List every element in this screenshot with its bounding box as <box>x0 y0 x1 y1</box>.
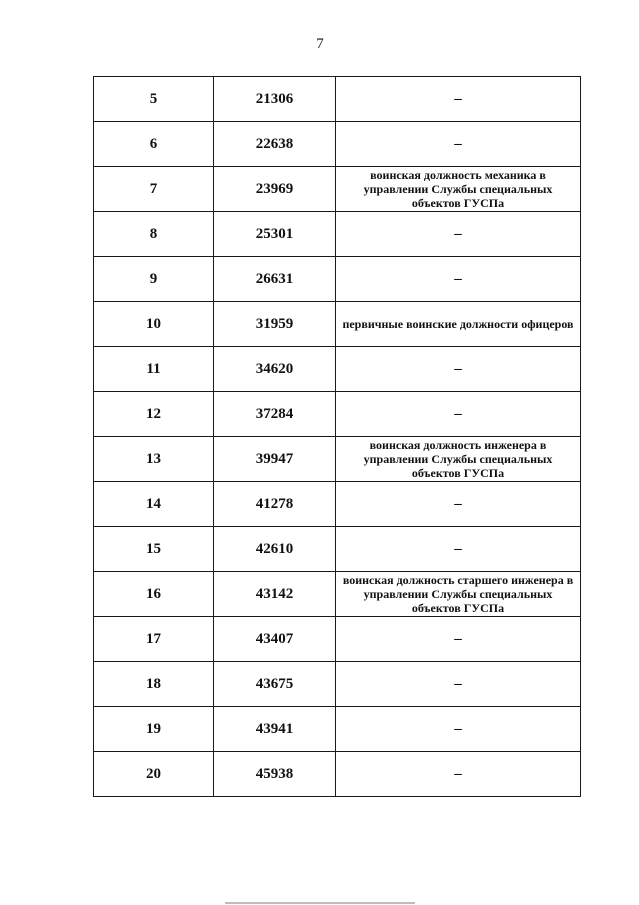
row-code: 42610 <box>214 527 336 572</box>
row-description-cell <box>336 302 581 347</box>
row-number: 19 <box>94 707 214 752</box>
page-number: 7 <box>316 36 324 52</box>
table-row <box>94 212 581 257</box>
row-code: 23969 <box>214 167 336 212</box>
salary-table <box>93 76 581 797</box>
table-row <box>94 662 581 707</box>
row-description-cell <box>336 212 581 257</box>
row-description-cell <box>336 437 581 482</box>
row-number: 14 <box>94 482 214 527</box>
row-number: 10 <box>94 302 214 347</box>
table-body <box>94 77 581 797</box>
row-code: 43675 <box>214 662 336 707</box>
row-number: 20 <box>94 752 214 797</box>
row-number: 5 <box>94 77 214 122</box>
table-row <box>94 617 581 662</box>
table-row <box>94 347 581 392</box>
row-number: 9 <box>94 257 214 302</box>
row-description-cell <box>336 752 581 797</box>
bottom-scan-mark <box>225 902 415 904</box>
row-number: 6 <box>94 122 214 167</box>
dash-placeholder: – <box>454 720 462 737</box>
row-code: 21306 <box>214 77 336 122</box>
table-row <box>94 482 581 527</box>
row-code: 31959 <box>214 302 336 347</box>
row-description: воинская должность механика в управлении Службы специальных объектов ГУСПа <box>363 168 553 210</box>
row-description-cell <box>336 527 581 572</box>
row-description-cell <box>336 167 581 212</box>
table-row <box>94 572 581 617</box>
table-row <box>94 257 581 302</box>
row-description-cell <box>336 77 581 122</box>
row-number: 13 <box>94 437 214 482</box>
dash-placeholder: – <box>454 630 462 647</box>
row-code: 43407 <box>214 617 336 662</box>
row-number: 11 <box>94 347 214 392</box>
row-code: 43941 <box>214 707 336 752</box>
row-description-cell <box>336 572 581 617</box>
row-description-cell <box>336 662 581 707</box>
dash-placeholder: – <box>454 90 462 107</box>
row-number: 8 <box>94 212 214 257</box>
row-description: первичные воинские должности офицеров <box>342 317 574 331</box>
row-code: 45938 <box>214 752 336 797</box>
row-description-cell <box>336 392 581 437</box>
row-code: 34620 <box>214 347 336 392</box>
row-description-cell <box>336 482 581 527</box>
row-code: 39947 <box>214 437 336 482</box>
row-code: 22638 <box>214 122 336 167</box>
dash-placeholder: – <box>454 225 462 242</box>
table-row <box>94 752 581 797</box>
row-code: 43142 <box>214 572 336 617</box>
dash-placeholder: – <box>454 540 462 557</box>
dash-placeholder: – <box>454 765 462 782</box>
dash-placeholder: – <box>454 270 462 287</box>
row-description-cell <box>336 257 581 302</box>
row-description-cell <box>336 122 581 167</box>
row-code: 37284 <box>214 392 336 437</box>
table-row <box>94 302 581 347</box>
row-number: 16 <box>94 572 214 617</box>
dash-placeholder: – <box>454 405 462 422</box>
table-row <box>94 527 581 572</box>
row-number: 18 <box>94 662 214 707</box>
row-number: 12 <box>94 392 214 437</box>
row-description-cell <box>336 347 581 392</box>
row-code: 25301 <box>214 212 336 257</box>
row-number: 17 <box>94 617 214 662</box>
row-number: 15 <box>94 527 214 572</box>
dash-placeholder: – <box>454 135 462 152</box>
row-description-cell <box>336 707 581 752</box>
table-row <box>94 122 581 167</box>
table-row <box>94 707 581 752</box>
table-row <box>94 167 581 212</box>
dash-placeholder: – <box>454 495 462 512</box>
table-row <box>94 77 581 122</box>
row-code: 26631 <box>214 257 336 302</box>
table-row <box>94 392 581 437</box>
table-row <box>94 437 581 482</box>
dash-placeholder: – <box>454 675 462 692</box>
row-code: 41278 <box>214 482 336 527</box>
row-description: воинская должность старшего инженера в управлении Службы специальных объектов ГУСПа <box>342 573 574 615</box>
row-description: воинская должность инженера в управлении Службы специальных объектов ГУСПа <box>363 438 553 480</box>
dash-placeholder: – <box>454 360 462 377</box>
row-number: 7 <box>94 167 214 212</box>
row-description-cell <box>336 617 581 662</box>
